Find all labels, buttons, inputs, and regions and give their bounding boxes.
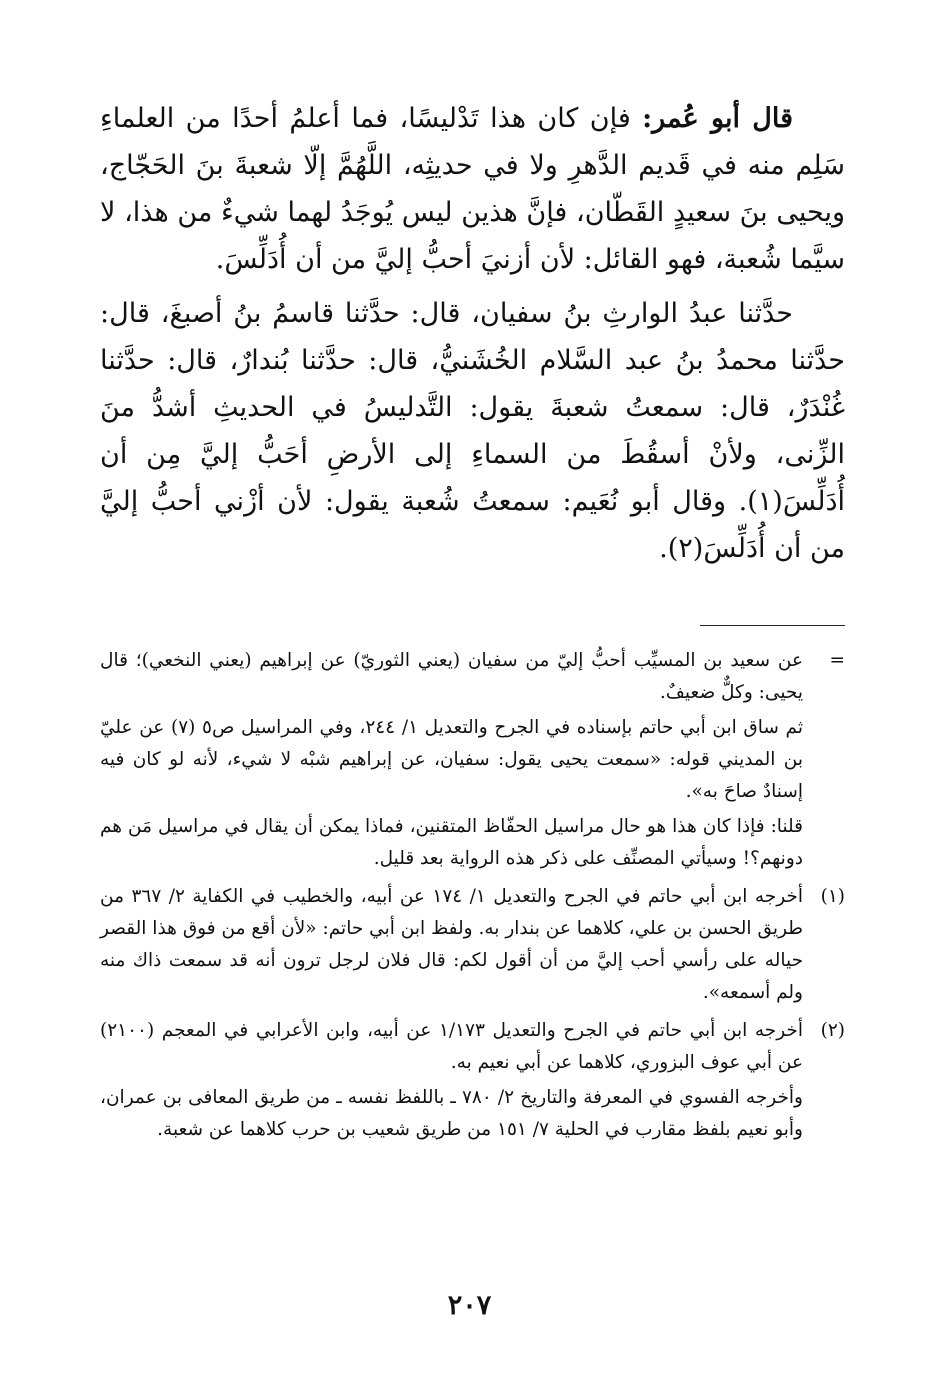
page-number: ٢٠٧: [447, 1290, 492, 1321]
footnote-continuation-body: [100, 645, 803, 878]
paragraph-1: [100, 95, 845, 283]
footnote-2: [100, 1015, 845, 1149]
footnote-2-p1: أخرجه ابن أبي حاتم في الجرح والتعديل ١/١٧٣ عن أبيه، وابن الأعرابي في المعجم (٢١٠٠) عن أبي عوف البزوري، كلاهما عن أبي نعيم به.: [100, 1020, 803, 1073]
footnote-1: [100, 881, 845, 1012]
footnote-1-body: [100, 881, 803, 1012]
footnote-continuation-p1: عن سعيد بن المسيِّب أحبُّ إليّ من سفيان (يعني الثوريّ) عن إبراهيم (يعني النخعي)؛ قال يحيى: وكلٌّ ضعيفٌ.: [100, 650, 803, 703]
footnote-1-text: أخرجه ابن أبي حاتم في الجرح والتعديل ١/ ١٧٤ عن أبيه، والخطيب في الكفاية ٢/ ٣٦٧ من طريق الحسن بن علي، كلاهما عن بندار به. ولفظ ابن أبي حاتم: «لأن أقع من فوق هذا القصر حياله على رأسي أحب إليَّ من أن أقول لكم: قال فلان لرجل ترون أنه قد سمعت ذاك منه ولم أسمعه».: [100, 886, 803, 1003]
paragraph-2: حدَّثنا عبدُ الوارثِ بنُ سفيان، قال: حدَّثنا قاسمُ بنُ أصبغَ، قال: حدَّثنا محمدُ بنُ عبد السَّلام الخُشَنيُّ، قال: حدَّثنا بُندارٌ، قال: حدَّثنا غُنْدَرٌ، قال: سمعتُ شعبةَ يقول: التَّدليسُ في الحديثِ أشدُّ منَ الزِّنى، ولأنْ أسقُطَ من السماءِ إلى الأرضِ أحَبُّ إليَّ مِن أن أُدَلِّسَ(١). وقال أبو نُعَيم: سمعتُ شُعبة يقول: لأن أزْني أحبُّ إليَّ من أن أُدَلِّسَ(٢).: [100, 298, 845, 564]
footnote-1-number: (١): [820, 886, 845, 907]
footnote-2-body: [100, 1015, 803, 1149]
footnote-divider: [700, 625, 845, 626]
paragraph-1-text: فإن كان هذا تَدْليسًا، فما أعلمُ أحدًا من العلماءِ سَلِم منه في قَديم الدَّهرِ ولا في حديثِه، اللَّهُمَّ إلّا شعبةَ بنَ الحَجّاج، ويحيى بنَ سعيدٍ القَطّان، فإنَّ هذين ليس يُوجَدُ لهما شيءٌ من هذا، لا سيَّما شُعبة، فهو القائل: لأن أزنيَ أحبُّ إليَّ من أن أُدَلِّسَ.: [100, 103, 845, 275]
speaker-name: قال أبو عُمر:: [642, 103, 793, 134]
main-text: [100, 95, 845, 579]
footnote-2-number: (٢): [820, 1020, 845, 1041]
continuation-mark: =: [829, 650, 845, 671]
footnote-2-p2: وأخرجه الفسوي في المعرفة والتاريخ ٢/ ٧٨٠ ـ باللفظ نفسه ـ من طريق المعافى بن عمران، وأبو نعيم بلفظ مقارب في الحلية ٧/ ١٥١ من طريق شعيب بن حرب كلاهما عن شعبة.: [100, 1087, 803, 1140]
footnote-continuation-p2: ثم ساق ابن أبي حاتم بإسناده في الجرح والتعديل ١/ ٢٤٤، وفي المراسيل ص٥ (٧) عن عليّ بن المديني قوله: «سمعت يحيى يقول: سفيان، عن إبراهيم شبْه لا شيء، لأنه لو كان فيه إسنادٌ صاحَ به».: [100, 717, 804, 802]
footnotes: [100, 645, 845, 1152]
footnote-continuation: [100, 645, 845, 878]
footnote-continuation-p3: قلنا: فإذا كان هذا هو حال مراسيل الحفّاظ المتقنين، فماذا يمكن أن يقال في مراسيل مَن هم دونهم؟! وسيأتي المصنِّف على ذكر هذه الرواية بعد قليل.: [100, 816, 803, 869]
